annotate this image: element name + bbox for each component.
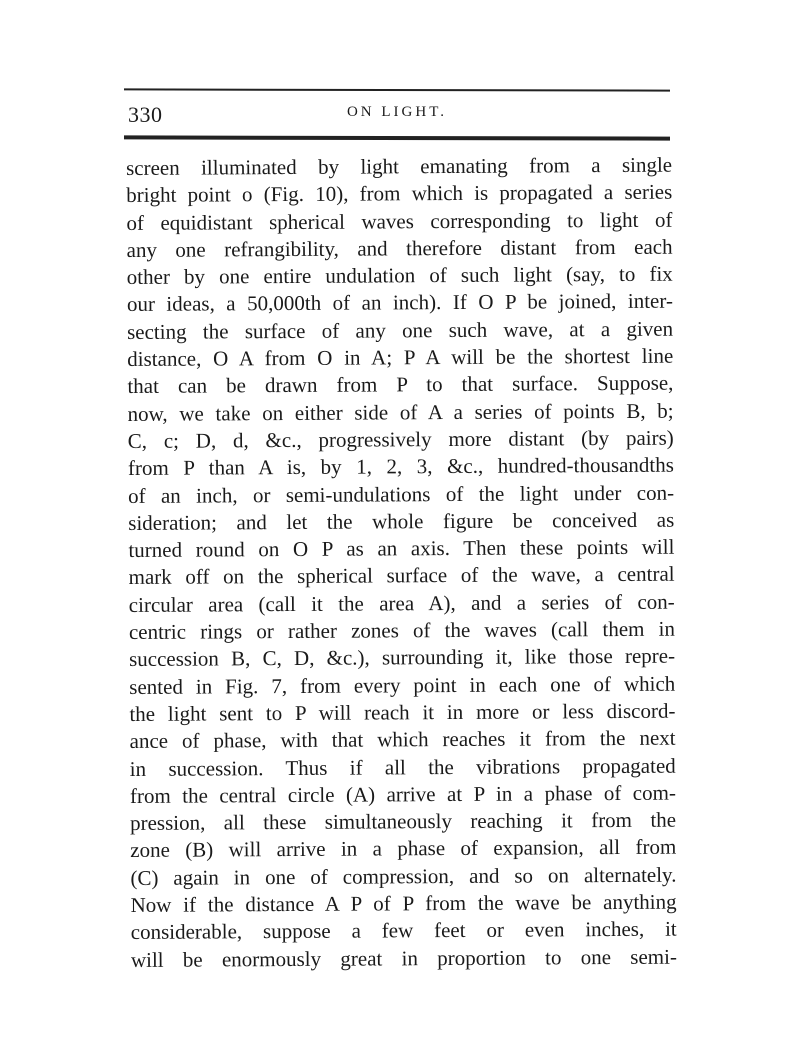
text-line: sented in Fig. 7, from every point in each one of which — [129, 671, 676, 699]
text-line: zone (B) will arrive in a phase of expansion, all from — [130, 835, 677, 863]
text-line: distance, O A from O in A; P A will be the shortest line — [127, 343, 674, 372]
text-line: turned round on O P as an axis. Then these points will — [128, 534, 675, 563]
running-title: ON LIGHT. — [346, 104, 448, 120]
text-line: circular area (call it the area A), and a series of con- — [128, 589, 675, 617]
text-line: sideration; and let the whole figure be conceived as — [128, 507, 675, 535]
text-line: from P than A is, by 1, 2, 3, &c., hundred-thousandths — [127, 452, 674, 481]
text-line: will be enormously great in proportion to one semi- — [130, 944, 677, 972]
text-line: ance of phase, with that which reaches it from the next — [129, 725, 676, 754]
text-line: now, we take on either side of A a series of points B, b; — [127, 398, 674, 426]
text-line: Now if the distance A P of P from the wave be anything — [130, 889, 677, 918]
text-line: screen illuminated by light emanating from a single — [126, 152, 673, 180]
text-line: centric rings or rather zones of the waves (call them in — [128, 616, 675, 645]
text-line: mark off on the spherical surface of the wave, a central — [128, 562, 675, 590]
text-line: from the central circle (A) arrive at P in a phase of com- — [129, 780, 676, 808]
text-line: that can be drawn from P to that surface. Suppose, — [127, 371, 674, 399]
text-line: secting the surface of any one such wave, at a given — [127, 316, 674, 344]
text-line: pression, all these simultaneously reaching it from the — [130, 807, 677, 836]
body-text — [126, 152, 677, 974]
text-line: other by one entire undulation of such light (say, to fix — [126, 261, 673, 290]
text-line: succession B, C, D, &c.), surrounding it, like those repre- — [129, 643, 676, 672]
text-line: C, c; D, d, &c., progressively more distant (by pairs) — [127, 425, 674, 453]
header-rule-top — [124, 88, 670, 91]
text-line: of equidistant spherical waves corresponding to light of — [126, 207, 673, 235]
text-line: (C) again in one of compression, and so on alternately. — [130, 862, 677, 890]
text-line: considerable, suppose a few feet or even inches, it — [130, 916, 677, 945]
header-rule-bottom — [124, 135, 670, 140]
text-line: in succession. Thus if all the vibrations propagated — [129, 753, 676, 781]
text-line: the light sent to P will reach it in more or less discord- — [129, 698, 676, 726]
text-line: of an inch, or semi-undulations of the light under con- — [128, 480, 675, 508]
text-line: our ideas, a 50,000th of an inch). If O P be joined, inter- — [126, 289, 673, 317]
text-line: bright point o (Fig. 10), from which is propagated a series — [126, 179, 673, 208]
page-number: 330 — [128, 102, 163, 127]
text-line: any one refrangibility, and therefore distant from each — [126, 234, 673, 262]
page-header — [124, 100, 670, 132]
